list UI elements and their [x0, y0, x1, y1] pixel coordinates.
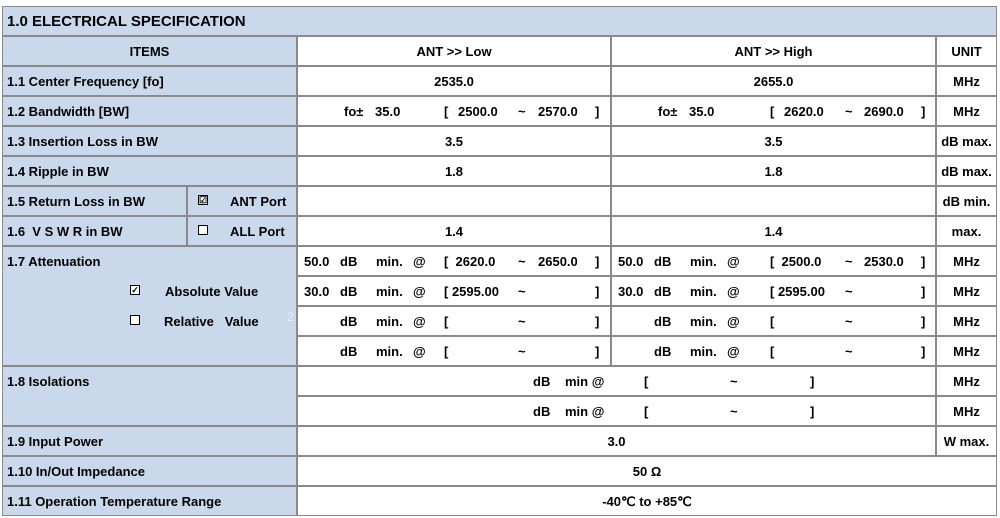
iso-tilde: ~ [730, 404, 738, 419]
att-at: @ [727, 314, 740, 329]
cell-high [611, 216, 936, 246]
range-end: 2690.0 [864, 104, 904, 119]
row-label: 1.9 Input Power [7, 434, 104, 449]
cell-unit [936, 186, 997, 216]
att-at: @ [413, 314, 426, 329]
all-port-label: ALL Port [230, 224, 285, 239]
att-tilde: ~ [845, 344, 853, 359]
bw-value: 35.0 [375, 104, 401, 119]
att-bracket-close: ] [921, 344, 926, 359]
att-min: min. [376, 284, 403, 299]
ant-port-checkbox[interactable]: ☑ [199, 195, 208, 205]
att-bracket-close: ] [921, 314, 926, 329]
att-range-start: [ [444, 344, 449, 359]
all-port-option [187, 216, 297, 246]
all-port-checkbox[interactable] [198, 225, 208, 235]
unit-label: dB max. [941, 134, 992, 149]
unit-label: dB max. [941, 164, 992, 179]
header-unit-label: UNIT [951, 44, 982, 59]
att-min: min. [376, 344, 403, 359]
att-tilde: ~ [845, 254, 853, 269]
iso-bracket-open: [ [644, 374, 649, 389]
bracket-open: [ [444, 104, 449, 119]
att-tilde: ~ [518, 314, 526, 329]
att-row-3-high [611, 306, 936, 336]
cell-low [297, 216, 611, 246]
row-label: 1.3 Insertion Loss in BW [7, 134, 158, 149]
row-attenuation-label [2, 246, 297, 366]
att-db: dB [654, 314, 672, 329]
temperature-value: -40℃ to +85℃ [602, 494, 692, 509]
fo-label: fo± [344, 104, 364, 119]
att-tilde: ~ [845, 284, 853, 299]
row-label: 1.10 In/Out Impedance [7, 464, 145, 479]
value-high: 3.5 [764, 134, 783, 149]
cell-unit [936, 426, 997, 456]
cell-value [297, 426, 936, 456]
att-value: 30.0 [304, 284, 330, 299]
header-low [297, 36, 611, 66]
value-high: 2655.0 [753, 74, 794, 89]
unit-label: MHz [953, 284, 980, 299]
faint-mark: 2 [287, 310, 294, 324]
iso-tilde: ~ [730, 374, 738, 389]
bracket-open: [ [770, 104, 775, 119]
cell-high [611, 156, 936, 186]
iso-bracket-close: ] [810, 374, 815, 389]
row-label: 1.4 Ripple in BW [7, 164, 109, 179]
spec-table [2, 36, 997, 516]
att-range-start: [ 2500.0 [770, 254, 822, 269]
cell-value [297, 486, 997, 516]
relative-value-label: Relative Value [164, 314, 259, 329]
row-center-frequency-label [2, 66, 297, 96]
cell-high [611, 66, 936, 96]
row-label: 1.11 Operation Temperature Range [7, 494, 222, 509]
iso-min: min @ [565, 374, 605, 389]
ant-port-label: ANT Port [230, 194, 287, 209]
value-low: 1.8 [444, 164, 464, 179]
att-min: min. [376, 254, 403, 269]
absolute-value-label: Absolute Value [165, 284, 259, 299]
unit-label: W max. [943, 434, 990, 449]
att-db: dB [340, 314, 358, 329]
bracket-close: ] [921, 104, 926, 119]
att-at: @ [413, 254, 426, 269]
cell-unit [936, 66, 997, 96]
att-range-start: [ 2595.00 [770, 284, 825, 299]
cell-high [611, 126, 936, 156]
att-db: dB [654, 284, 672, 299]
att-range-end: 2530.0 [864, 254, 904, 269]
cell-high [611, 186, 936, 216]
fo-label: fo± [658, 104, 678, 119]
row-label: 1.8 Isolations [7, 374, 90, 389]
cell-unit [936, 156, 997, 186]
bracket-close: ] [595, 104, 600, 119]
row-isolations-label [2, 366, 297, 426]
unit-label: MHz [953, 344, 980, 359]
absolute-value-checkbox[interactable]: ✓ [131, 285, 139, 295]
cell-unit [936, 396, 997, 426]
row-ripple-label [2, 156, 297, 186]
row-label: 1.7 Attenuation [7, 254, 101, 269]
att-at: @ [727, 254, 740, 269]
cell-low [297, 96, 611, 126]
att-bracket-close: ] [595, 344, 600, 359]
unit-label: MHz [953, 104, 980, 119]
header-unit [936, 36, 997, 66]
att-min: min. [690, 284, 717, 299]
att-min: min. [690, 254, 717, 269]
att-range-end: 2650.0 [538, 254, 578, 269]
cell-unit [936, 126, 997, 156]
att-min: min. [690, 344, 717, 359]
cell-unit [936, 276, 997, 306]
att-row-1-low [297, 246, 611, 276]
att-row-3-low [297, 306, 611, 336]
att-range-start: [ [770, 314, 775, 329]
att-at: @ [727, 284, 740, 299]
cell-unit [936, 306, 997, 336]
att-row-4-high [611, 336, 936, 366]
iso-row-2 [297, 396, 936, 426]
cell-unit [936, 246, 997, 276]
row-input-power-label [2, 426, 297, 456]
att-at: @ [413, 284, 426, 299]
header-items-label: ITEMS [129, 44, 170, 59]
att-tilde: ~ [845, 314, 853, 329]
header-low-label: ANT >> Low [416, 44, 492, 59]
value-low: 3.5 [444, 134, 464, 149]
iso-db: dB [533, 374, 551, 389]
att-tilde: ~ [518, 254, 526, 269]
value-low: 1.4 [444, 224, 464, 239]
unit-label: MHz [953, 74, 980, 89]
range-start: 2500.0 [458, 104, 498, 119]
cell-high [611, 96, 936, 126]
cell-low [297, 66, 611, 96]
att-bracket-close: ] [595, 284, 600, 299]
unit-label: MHz [953, 254, 980, 269]
unit-label: MHz [953, 374, 980, 389]
att-at: @ [413, 344, 426, 359]
row-return-loss-label [2, 186, 187, 216]
row-impedance-label [2, 456, 297, 486]
att-tilde: ~ [518, 344, 526, 359]
att-row-4-low [297, 336, 611, 366]
impedance-value: 50 Ω [632, 464, 662, 479]
section-title-bar [2, 6, 997, 36]
iso-min: min @ [565, 404, 605, 419]
iso-db: dB [533, 404, 551, 419]
iso-bracket-close: ] [810, 404, 815, 419]
input-power-value: 3.0 [607, 434, 626, 449]
cell-low [297, 186, 611, 216]
att-bracket-close: ] [921, 254, 926, 269]
range-start: 2620.0 [784, 104, 824, 119]
cell-unit [936, 216, 997, 246]
row-temperature-label [2, 486, 297, 516]
cell-low [297, 156, 611, 186]
att-range-start: [ 2595.00 [444, 284, 499, 299]
range-end: 2570.0 [538, 104, 578, 119]
header-items [2, 36, 297, 66]
relative-value-checkbox[interactable] [130, 315, 140, 325]
att-db: dB [654, 254, 672, 269]
cell-unit [936, 366, 997, 396]
att-db: dB [340, 284, 358, 299]
att-range-start: [ [444, 314, 449, 329]
cell-value [297, 456, 997, 486]
att-min: min. [376, 314, 403, 329]
cell-low [297, 126, 611, 156]
att-value: 50.0 [304, 254, 330, 269]
section-title: 1.0 ELECTRICAL SPECIFICATION [7, 13, 246, 30]
row-label: 1.1 Center Frequency [fo] [7, 74, 164, 89]
att-value: 30.0 [618, 284, 644, 299]
att-bracket-close: ] [595, 254, 600, 269]
att-db: dB [340, 344, 358, 359]
att-at: @ [727, 344, 740, 359]
row-label: 1.6 V S W R in BW [7, 224, 123, 239]
header-high-label: ANT >> High [734, 44, 813, 59]
unit-label: MHz [953, 404, 980, 419]
att-db: dB [654, 344, 672, 359]
cell-unit [936, 96, 997, 126]
att-range-start: [ [770, 344, 775, 359]
att-row-2-high [611, 276, 936, 306]
ant-port-option [187, 186, 297, 216]
att-bracket-close: ] [595, 314, 600, 329]
att-row-1-high [611, 246, 936, 276]
att-bracket-close: ] [921, 284, 926, 299]
value-high: 1.4 [764, 224, 783, 239]
value-high: 1.8 [764, 164, 783, 179]
unit-label: MHz [953, 314, 980, 329]
unit-label: max. [951, 224, 982, 239]
range-tilde: ~ [518, 104, 526, 119]
range-tilde: ~ [845, 104, 853, 119]
att-db: dB [340, 254, 358, 269]
att-range-start: [ 2620.0 [444, 254, 496, 269]
iso-bracket-open: [ [644, 404, 649, 419]
header-high [611, 36, 936, 66]
row-label: 1.2 Bandwidth [BW] [7, 104, 130, 119]
att-value: 50.0 [618, 254, 644, 269]
cell-unit [936, 336, 997, 366]
att-row-2-low [297, 276, 611, 306]
value-low: 2535.0 [434, 74, 474, 89]
bw-value: 35.0 [689, 104, 715, 119]
att-min: min. [690, 314, 717, 329]
row-label: 1.5 Return Loss in BW [7, 194, 145, 209]
row-bandwidth-label [2, 96, 297, 126]
unit-label: dB min. [942, 194, 991, 209]
row-insertion-loss-label [2, 126, 297, 156]
att-tilde: ~ [518, 284, 526, 299]
iso-row-1 [297, 366, 936, 396]
row-vswr-label [2, 216, 187, 246]
